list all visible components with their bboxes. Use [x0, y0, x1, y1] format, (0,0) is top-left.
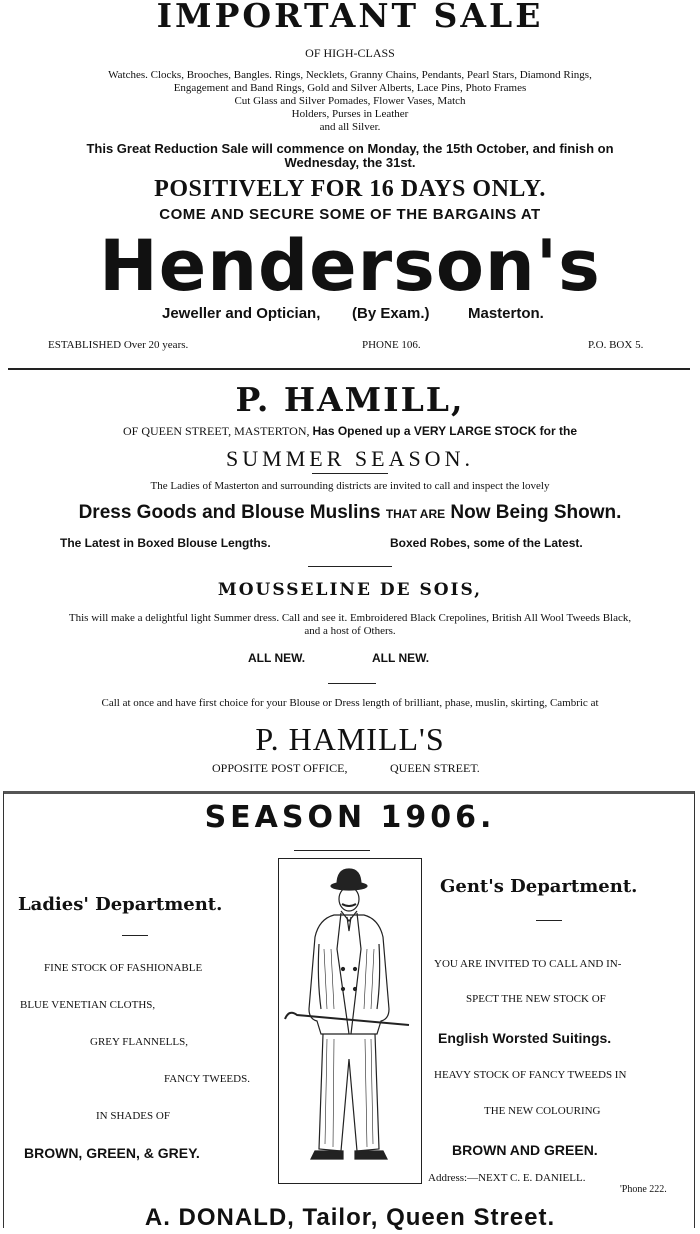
donald-address: Address:—NEXT C. E. DANIELL.: [428, 1172, 586, 1184]
hendersons-name: Henderson's: [99, 225, 601, 307]
queen-street: QUEEN STREET.: [390, 761, 480, 775]
donald-phone: 'Phone 222.: [620, 1184, 667, 1195]
hamill-headline: P. HAMILL,: [235, 380, 465, 419]
opened-prefix: OF QUEEN STREET, MASTERTON,: [122, 424, 310, 438]
boxed-robes: Boxed Robes, some of the Latest.: [390, 536, 583, 550]
opened-line: [0, 424, 700, 439]
goods-list-line: Watches. Clocks, Brooches, Bangles. Rings, Necklets, Granny Chains, Pendants, Pearl Stars, Diamond Rings,: [108, 69, 592, 81]
short-rule: [312, 473, 388, 474]
gentleman-illustration: [279, 859, 421, 1183]
now-shown-text: Now Being Shown.: [450, 502, 622, 523]
gents-item: SPECT THE NEW STOCK OF: [466, 993, 606, 1005]
invite-line: The Ladies of Masterton and surrounding districts are invited to call and inspect the lovely: [150, 480, 550, 492]
ladies-item: IN SHADES OF: [96, 1110, 170, 1122]
established-text: ESTABLISHED Over 20 years.: [48, 339, 189, 351]
sale-dates-line: Wednesday, the 31st.: [284, 155, 416, 170]
english-worsted-suitings: English Worsted Suitings.: [438, 1030, 612, 1046]
gents-item: THE NEW COLOURING: [484, 1105, 601, 1117]
ladies-item: FANCY TWEEDS.: [164, 1073, 250, 1085]
ad-divider: [8, 368, 690, 370]
goods-list-line: Cut Glass and Silver Pomades, Flower Vases, Match: [234, 95, 466, 107]
short-rule: [308, 566, 392, 567]
pobox-text: P.O. BOX 5.: [588, 339, 644, 351]
season-headline: SEASON 1906.: [204, 800, 496, 835]
ladies-item: BLUE VENETIAN CLOTHS,: [20, 999, 156, 1011]
opened-stock: Has Opened up a VERY LARGE STOCK for the: [312, 424, 577, 438]
gents-department-heading: Gent's Department.: [440, 876, 638, 897]
hamills-name: P. HAMILL'S: [255, 721, 445, 757]
gents-colours: BROWN AND GREEN.: [452, 1142, 598, 1158]
goods-list-line: and all Silver.: [319, 121, 381, 133]
gents-item: HEAVY STOCK OF FANCY TWEEDS IN: [434, 1069, 627, 1081]
goods-list-line: Engagement and Band Rings, Gold and Silver Alberts, Lace Pins, Photo Frames: [173, 82, 527, 94]
mousseline-text: This will make a delightful light Summer dress. Call and see it. Embroidered Black Crepolines, British All Wool Tweeds Black,: [68, 612, 632, 624]
ladies-item: FINE STOCK OF FASHIONABLE: [44, 962, 203, 974]
short-rule: [536, 920, 562, 921]
goods-list-line: Holders, Purses in Leather: [291, 108, 409, 120]
short-rule: [122, 935, 148, 936]
mousseline-text: and a host of Others.: [304, 625, 396, 637]
call-at-once-line: Call at once and have first choice for your Blouse or Dress length of brilliant, phase, muslin, skirting, Cambric at: [101, 697, 599, 709]
dress-goods-text: Dress Goods and Blouse Muslins: [78, 502, 381, 523]
gents-item: YOU ARE INVITED TO CALL AND IN-: [434, 958, 622, 970]
opposite-post-office: OPPOSITE POST OFFICE,: [212, 761, 348, 775]
summer-season-heading: SUMMER SEASON.: [226, 446, 474, 471]
exam-label: (By Exam.): [352, 305, 430, 322]
phone-text: PHONE 106.: [362, 339, 421, 351]
latest-boxed-blouse: The Latest in Boxed Blouse Lengths.: [60, 536, 271, 550]
dress-goods-line: [0, 502, 700, 524]
duration-banner: POSITIVELY FOR 16 DAYS ONLY.: [154, 176, 546, 202]
sale-headline: IMPORTANT SALE: [156, 0, 544, 35]
ladies-department-heading: Ladies' Department.: [18, 894, 223, 915]
short-rule: [294, 850, 370, 851]
bargains-line: COME AND SECURE SOME OF THE BARGAINS AT: [159, 206, 541, 223]
mousseline-heading: MOUSSELINE DE SOIS,: [217, 580, 483, 600]
sale-dates-line: This Great Reduction Sale will commence on Monday, the 15th October, and finish on: [86, 141, 614, 156]
town-label: Masterton.: [468, 305, 544, 322]
ladies-item: GREY FLANNELLS,: [90, 1036, 188, 1048]
all-new-label: ALL NEW.: [372, 651, 430, 665]
ladies-colours: BROWN, GREEN, & GREY.: [24, 1145, 200, 1161]
jeweller-label: Jeweller and Optician,: [162, 305, 321, 322]
short-rule: [328, 683, 376, 684]
donald-footer: A. DONALD, Tailor, Queen Street.: [144, 1204, 556, 1231]
tailor-illustration-frame: [278, 858, 422, 1184]
all-new-label: ALL NEW.: [248, 651, 306, 665]
that-are-text: THAT ARE: [385, 507, 446, 521]
sale-subtitle: OF HIGH-CLASS: [305, 46, 395, 60]
